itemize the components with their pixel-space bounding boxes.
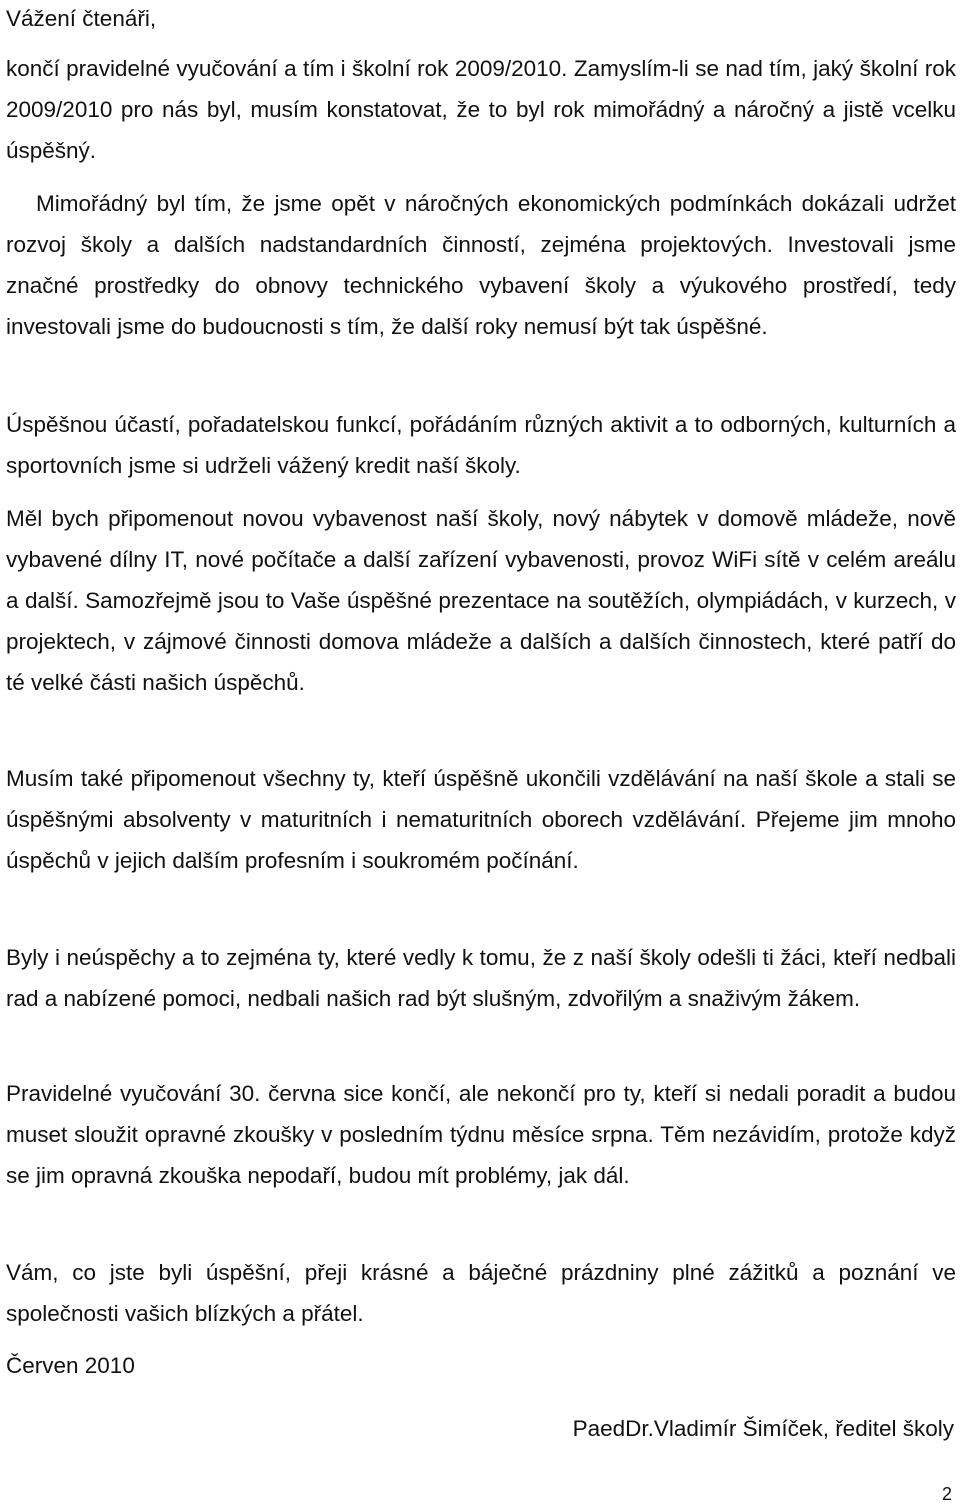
paragraph-holiday-wishes: Vám, co jste byli úspěšní, přeji krásné a báječné prázdniny plné zážitků a poznání ve společnosti vašich blízkých a přátel. xyxy=(6,1260,956,1326)
paragraph-extraordinary xyxy=(6,183,956,347)
paragraph-failures: Byly i neúspěchy a to zejména ty, které vedly k tomu, že z naší školy odešli ti žáci, kteří nedbali rad a nabízené pomoci, nedbali našich rad být slušným, zdvořilým a snaživým žákem. xyxy=(6,945,956,1011)
paragraph-participation: Úspěšnou účastí, pořadatelskou funkcí, pořádáním různých aktivit a to odborných, kulturních a sportovních jsme si udrželi vážený kredit naší školy. xyxy=(6,412,956,478)
paragraph-resit-exams: Pravidelné vyučování 30. června sice končí, ale nekončí pro ty, kteří si nedali poradit a budou muset sloužit opravné zkoušky v posledním týdnu měsíce srpna. Těm nezávidím, protože když se jim opravná zkouška nepodaří, budou mít problémy, jak dál. xyxy=(6,1081,956,1188)
letter-date: Červen 2010 xyxy=(6,1353,135,1378)
paragraph-equipment: Měl bych připomenout novou vybavenost naší školy, nový nábytek v domově mládeže, nově vybavené dílny IT, nové počítače a další zařízení vybavenosti, provoz WiFi sítě v celém areálu a další. Samozřejmě jsou to Vaše úspěšné prezentace na soutěžích, olympiádách, v kurzech, v projektech, v zájmové činnosti domova mládeže a dalších a dalších činnostech, které patří do té velké části našich úspěchů. xyxy=(6,506,956,695)
paragraph-extraordinary-text: Mimořádný byl tím, že jsme opět v náročných ekonomických podmínkách dokázali udržet rozvoj školy a dalších nadstandardních činností, zejména projektových. Investovali jsme značné prostředky do obnovy technického vybavení školy a výukového prostředí, tedy investovali jsme do budoucnosti s tím, že další roky nemusí být tak úspěšné. xyxy=(6,191,956,339)
paragraph-graduates: Musím také připomenout všechny ty, kteří úspěšně ukončili vzdělávání na naší škole a stali se úspěšnými absolventy v maturitních i nematuritních oborech vzdělávání. Přejeme jim mnoho úspěchů v jejich dalším profesním i soukromém počínání. xyxy=(6,766,956,873)
paragraph-intro: končí pravidelné vyučování a tím i školní rok 2009/2010. Zamyslím-li se nad tím, jaký školní rok 2009/2010 pro nás byl, musím konstatovat, že to byl rok mimořádný a náročný a jistě vcelku úspěšný. xyxy=(6,56,956,163)
page-number: 2 xyxy=(941,1484,952,1504)
greeting: Vážení čtenáři, xyxy=(6,6,157,31)
signature: PaedDr.Vladimír Šimíček, ředitel školy xyxy=(572,1416,954,1441)
